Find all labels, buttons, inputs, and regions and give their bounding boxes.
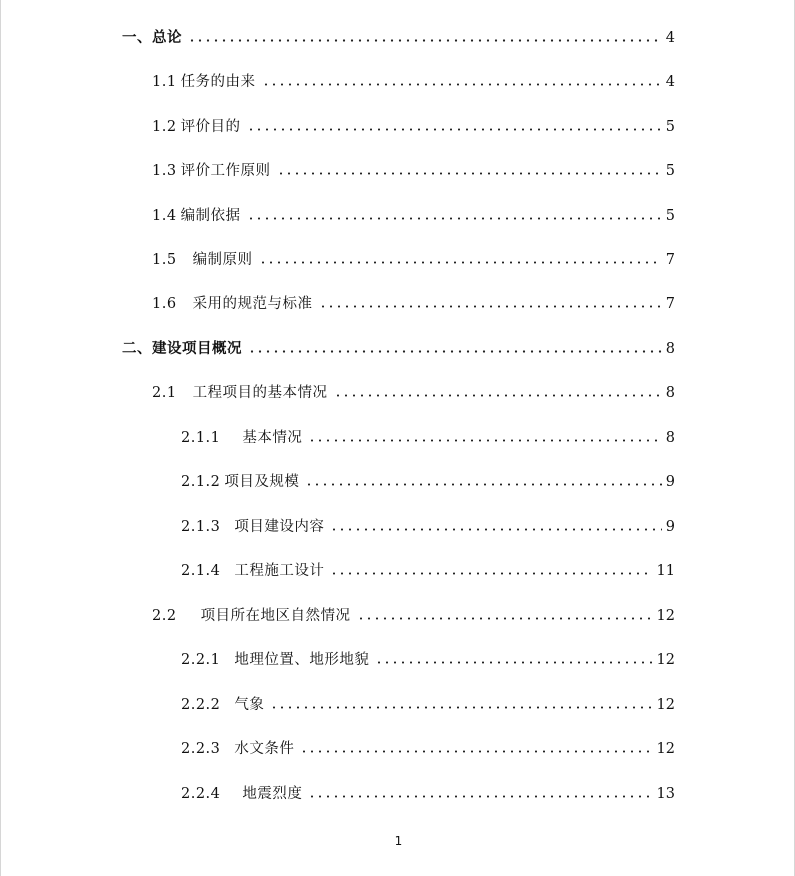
toc-entry-chapter-1[interactable] [122,27,675,49]
toc-entry-title: 建设项目概况 [152,340,242,357]
toc-entry-number: 1.6 [152,296,177,312]
toc-entry-page: 7 [665,296,675,312]
toc-entry-number: 2.2.3 [181,741,221,757]
dot-leader [247,117,662,131]
page-number: 1 [394,834,403,848]
toc-entry-page: 4 [665,74,675,90]
toc-entry-number: 2.1.4 [181,563,221,579]
toc-entry-page: 9 [665,474,675,490]
toc-entry-page: 9 [665,519,675,535]
toc-entry-number: 2.2.2 [181,697,221,713]
toc-entry-2-1[interactable] [152,382,675,404]
toc-entry-1-3[interactable] [152,160,675,182]
toc-entry-number: 2.1 [152,385,177,401]
toc-entry-title: 任务的由来 [180,74,256,90]
toc-entry-page: 8 [665,341,675,357]
toc-entry-1-5[interactable] [152,249,675,271]
dot-leader [305,472,661,486]
toc-entry-title: 评价工作原则 [180,163,271,179]
toc-entry-title: 基本情况 [242,430,303,446]
toc-entry-title: 编制原则 [192,252,253,268]
toc-entry-number: 2.1.1 [181,430,221,446]
toc-entry-2-2[interactable] [152,605,675,627]
toc-entry-page: 13 [656,786,675,802]
dot-leader [330,517,661,531]
toc-entry-title: 气象 [234,697,265,713]
toc-entry-title: 地理位置、地形地貌 [234,652,370,668]
toc-entry-page: 7 [665,252,675,268]
toc-entry-number: 2.2.1 [181,652,221,668]
toc-entry-number: 2.2.4 [181,786,221,802]
toc-entry-title: 采用的规范与标准 [192,296,313,312]
toc-entry-number: 二、 [122,340,152,357]
toc-entry-page: 8 [665,385,675,401]
toc-entry-title: 编制依据 [180,208,241,224]
dot-leader [188,28,662,42]
toc-entry-page: 5 [665,119,675,135]
dot-leader [259,250,662,264]
toc-entry-title: 工程施工设计 [234,563,325,579]
dot-leader [277,161,662,175]
toc-entry-page: 11 [656,563,675,579]
toc-entry-title: 评价目的 [180,119,241,135]
dot-leader [319,294,662,308]
dot-leader [247,206,662,220]
toc-entry-2-2-2[interactable] [181,694,675,716]
toc-entry-chapter-2[interactable] [122,338,675,360]
toc-entry-number: 2.1.2 [181,474,221,490]
toc-entry-page: 12 [656,652,675,668]
toc-entry-number: 1.5 [152,252,177,268]
dot-leader [375,650,652,664]
toc-entry-1-4[interactable] [152,205,675,227]
toc-entry-2-1-3[interactable] [181,516,675,538]
toc-entry-number: 1.3 [152,163,177,179]
toc-entry-page: 5 [665,208,675,224]
dot-leader [308,784,652,798]
toc-entry-number: 1.1 [152,74,177,90]
toc-entry-title: 地震烈度 [242,786,303,802]
toc-entry-1-1[interactable] [152,71,675,93]
toc-entry-1-6[interactable] [152,293,675,315]
toc-entry-title: 项目及规模 [224,474,300,490]
dot-leader [262,72,662,86]
toc-entry-1-2[interactable] [152,116,675,138]
toc-entry-2-2-1[interactable] [181,649,675,671]
toc-entry-2-2-4[interactable] [181,783,675,805]
toc-entry-page: 4 [665,30,675,46]
dot-leader [270,695,652,709]
toc-entry-number: 1.2 [152,119,177,135]
toc-entry-2-1-1[interactable] [181,427,675,449]
toc-entry-page: 12 [656,741,675,757]
dot-leader [308,428,661,442]
toc-entry-2-2-3[interactable] [181,738,675,760]
dot-leader [357,606,653,620]
dot-leader [330,561,652,575]
toc-entry-page: 8 [665,430,675,446]
toc-entry-title: 项目所在地区自然情况 [200,608,351,624]
toc-entry-page: 12 [656,697,675,713]
dot-leader [248,339,662,353]
toc-entry-number: 1.4 [152,208,177,224]
toc-entry-title: 总论 [152,29,182,46]
toc-entry-number: 2.2 [152,608,177,624]
toc-entry-2-1-4[interactable] [181,560,675,582]
toc-entry-number: 2.1.3 [181,519,221,535]
toc-entry-number: 一、 [122,29,152,46]
dot-leader [334,383,662,397]
toc-entry-title: 工程项目的基本情况 [192,385,328,401]
toc-entry-page: 12 [656,608,675,624]
toc-entry-2-1-2[interactable] [181,471,675,493]
toc-entry-title: 项目建设内容 [234,519,325,535]
toc-entry-title: 水文条件 [234,741,295,757]
dot-leader [300,739,652,753]
toc-entry-page: 5 [665,163,675,179]
